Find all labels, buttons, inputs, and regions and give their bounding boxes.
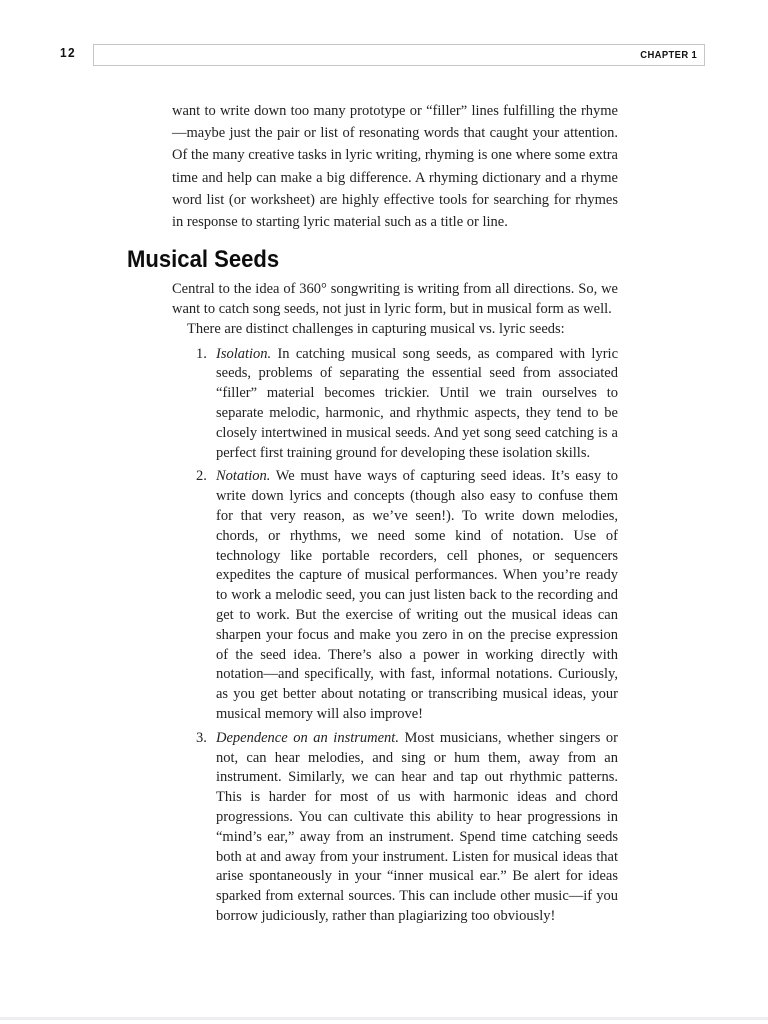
list-item-lead: Notation. [216,468,271,485]
list-item-dependence [172,729,618,927]
list-item-text: Most musicians, whether singers or not, can hear melodies, and sing or hum them, away from an instrument. Similarly, we can hear and tap out rhythmic patterns. This is harder for most of us with harmonic ideas and chord progressions. You can cultivate this ability to hear progressions in “mind’s ear,” away from an instrument. Spend time catching seeds both at and away from your instrument. Listen for musical ideas that arise spontaneously in your “inner musical ear.” Be alert for ideas sparked from external sources. This can include other music—if you borrow judiciously, rather than plagiarizing too obviously! [216,729,618,924]
chapter-header-box [93,44,705,66]
page-bottom-scan-edge [0,1017,768,1020]
numbered-list [172,345,618,927]
list-item-text: In catching musical song seeds, as compared with lyric seeds, problems of separating the essential seed from associated “filler” material becomes trickier. Until we train ourselves to separate melodic, harmonic, and rhythmic aspects, they tend to be closely intertwined in musical seeds. And yet song seed catching is a perfect first training ground for developing these isolation skills. [216,345,618,461]
intro-paragraph: want to write down too many prototype or “filler” lines fulfilling the rhyme—maybe just the pair or list of resonating words that caught your attention. Of the many creative tasks in lyric writing, rhyming is one where some extra time and help can make a big difference. A rhyming dictionary and a rhyme word list (or worksheet) are highly effective tools for searching for rhymes in response to starting lyric material such as a title or line. [172,103,618,231]
list-item-isolation [172,345,618,464]
list-item-lead: Dependence on an instrument. [216,729,399,746]
list-number: 3. [196,729,207,746]
text-column [127,100,618,931]
paragraph-challenges: There are distinct challenges in capturing musical vs. lyric seeds: [187,320,565,337]
paragraph-central: Central to the idea of 360° songwriting is writing from all directions. So, we want to catch song seeds, not just in lyric form, but in musical form as well. [172,281,618,318]
list-number: 2. [196,468,207,485]
page-number: 12 [60,46,77,60]
chapter-label: CHAPTER 1 [640,49,697,61]
list-item-text: We must have ways of capturing seed ideas. It’s easy to write down lyrics and concepts (though also easy to confuse them for that very reason, as we’ve seen!). To write down melodies, chords, or rhythms, we need some kind of notation. Use of technology like portable recorders, cell phones, or sequencers expedites the capture of musical performances. When you’re ready to work a melodic seed, you can just listen back to the recording and get to work. But the exercise of writing out the musical ideas can sharpen your focus and make you zero in on the precise expression of the seed idea. There’s also a power in working directly with notation—and specifically, with fast, informal notations. Curiously, as you get better about notating or transcribing musical ideas, your musical memory will also improve! [216,468,618,722]
list-item-lead: Isolation. [216,345,272,362]
section-heading: Musical Seeds [127,246,280,274]
list-item-notation [172,467,618,724]
list-number: 1. [196,345,207,362]
